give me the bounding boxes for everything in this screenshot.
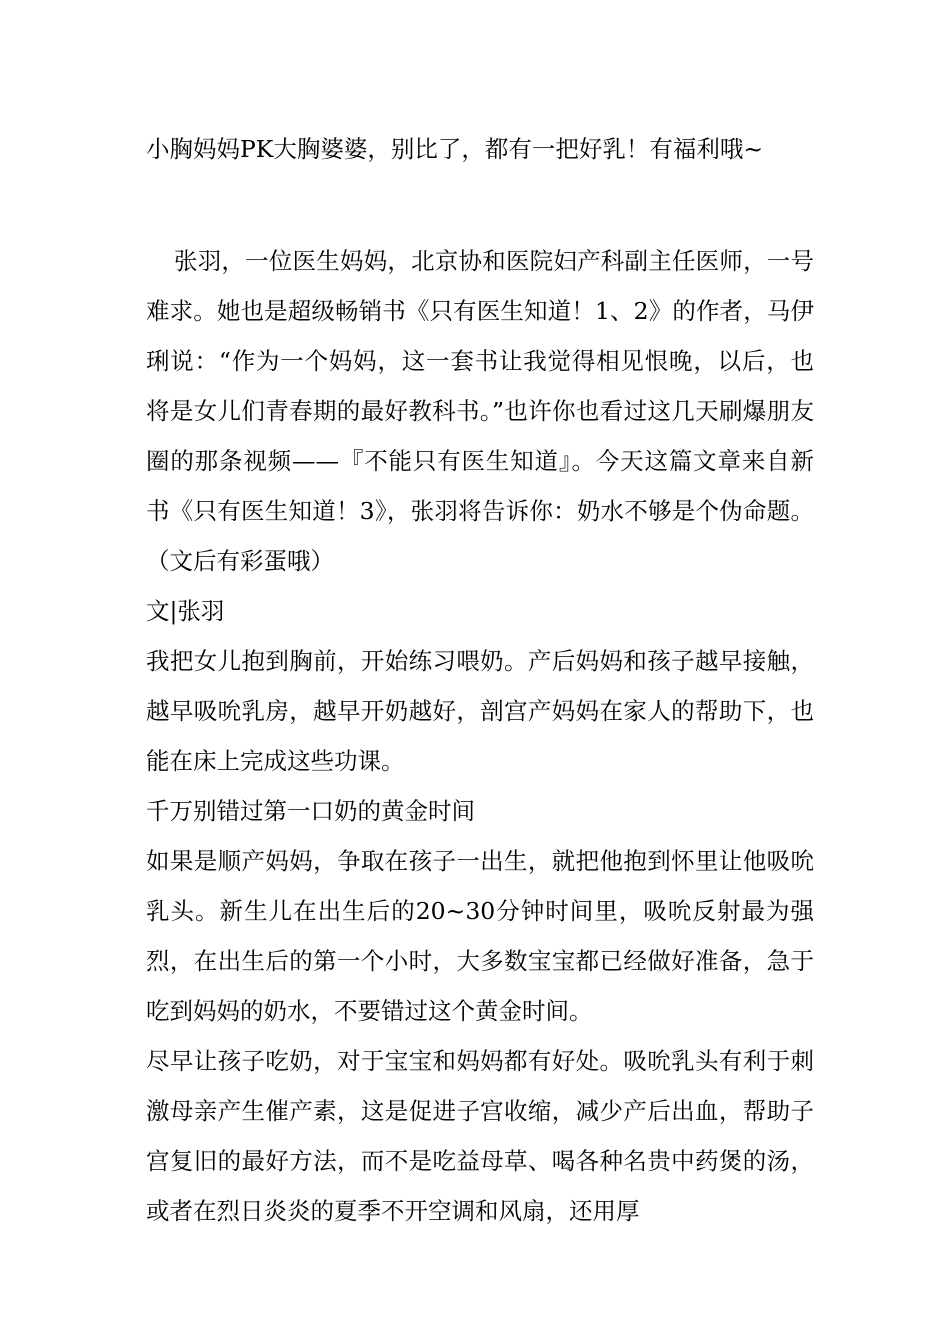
body-paragraph: 尽早让孩子吃奶，对于宝宝和妈妈都有好处。吸吮乳头有利于刺激母亲产生催产素，这是促进子宫收缩，减少产后出血，帮助子宫复旧的最好方法，而不是吃益母草、喝各种名贵中药煲的汤，或者在烈日炎炎的夏季不开空调和风扇，还用厚 xyxy=(146,1047,814,1225)
article-title: 小胸妈妈PK大胸婆婆，别比了，都有一把好乳！有福利哦~ xyxy=(146,135,764,163)
section-heading: 千万别错过第一口奶的黄金时间 xyxy=(146,797,475,825)
intro-paragraph: 张羽，一位医生妈妈，北京协和医院妇产科副主任医师，一号难求。她也是超级畅销书《只有医生知道！1、2》的作者，马伊琍说：“作为一个妈妈，这一套书让我觉得相见恨晚，以后，也将是女儿们青春期的最好教科书。”也许你也看过这几天刷爆朋友圈的那条视频——『不能只有医生知道』。今天这篇文章来自新书《只有医生知道！3》，张羽将告诉你：奶水不够是个伪命题。（文后有彩蛋哦） xyxy=(146,247,814,575)
document-body xyxy=(146,126,814,1236)
body-paragraph: 如果是顺产妈妈，争取在孩子一出生，就把他抱到怀里让他吸吮乳头。新生儿在出生后的20~30分钟时间里，吸吮反射最为强烈，在出生后的第一个小时，大多数宝宝都已经做好准备，急于吃到妈妈的奶水，不要错过这个黄金时间。 xyxy=(146,847,814,1025)
title-spacer xyxy=(146,172,814,236)
author-line: 文|张羽 xyxy=(146,597,225,625)
body-paragraph: 我把女儿抱到胸前，开始练习喂奶。产后妈妈和孩子越早接触，越早吸吮乳房，越早开奶越好，剖宫产妈妈在家人的帮助下，也能在床上完成这些功课。 xyxy=(146,647,814,775)
